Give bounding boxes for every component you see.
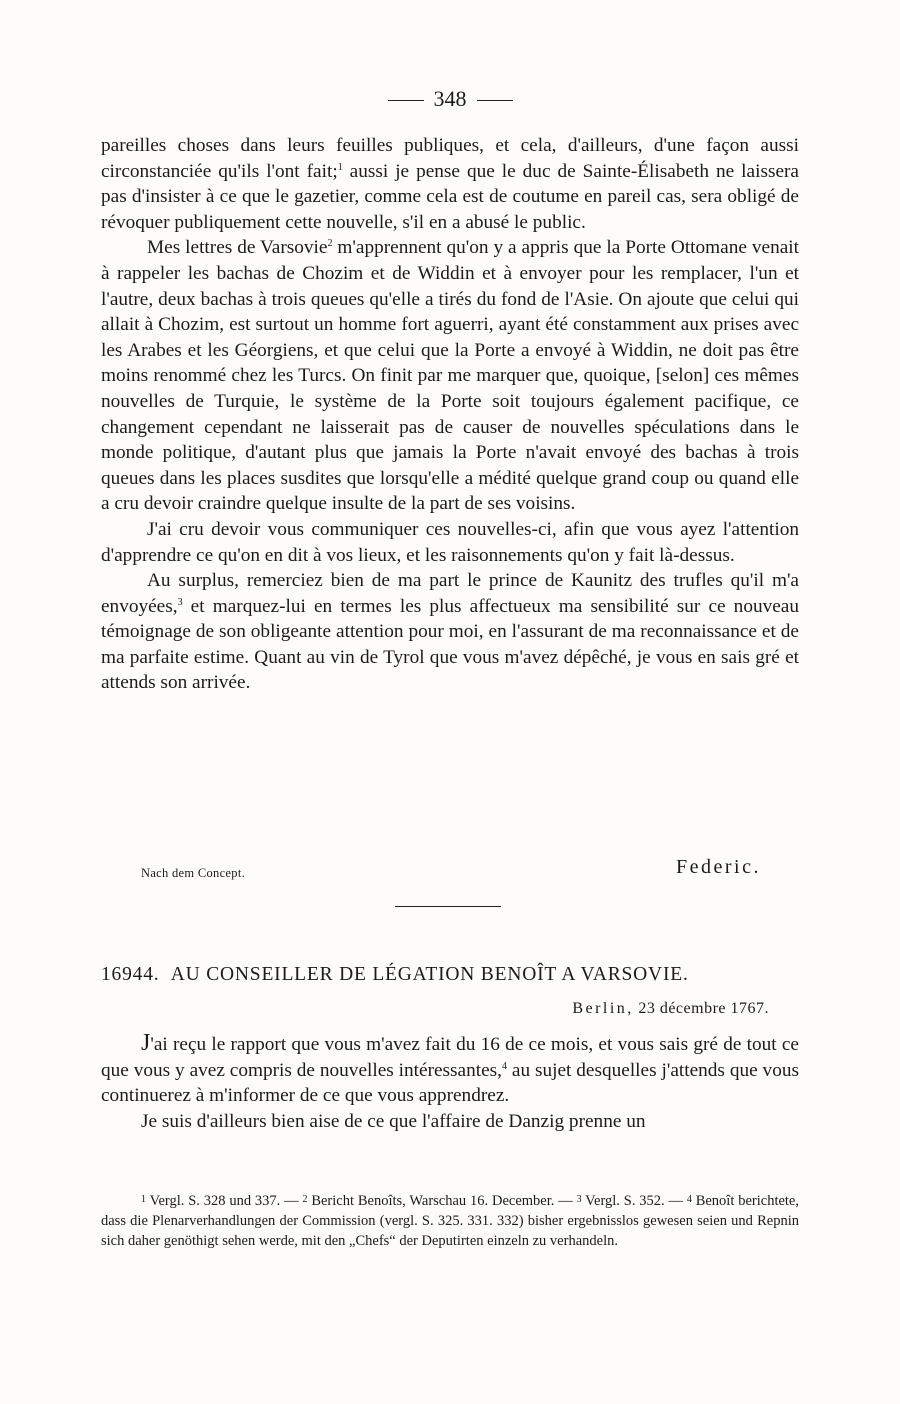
letter-paragraph-1-text-b: au sujet desquelles j'attends que vous continuerez à m'informer de ce que vous apprendrez. (101, 1059, 799, 1107)
footnotes (101, 1190, 799, 1252)
main-text (101, 133, 799, 696)
footnote-4-text: Benoît berichtete, dass die Plenarverhandlungen der Commission (vergl. S. 325. 331. 332) bisher ergebnisslos gewesen seien und Repnin sich daher genöthigt sehen werde, mit den „Chefs“ der Deputirten einzeln zu verhandeln. (101, 1193, 799, 1250)
footnote-2-text: Bericht Benoîts, Warschau 16. December. — (307, 1193, 577, 1209)
letter-paragraph-1 (101, 1031, 799, 1109)
header-dash-right (477, 100, 513, 101)
letter-dateline (572, 1000, 769, 1018)
paragraph-4 (101, 568, 799, 696)
page-header (101, 86, 799, 112)
paragraph-2-text-b: m'apprennent qu'on y a appris que la Porte Ottomane venait à rappeler les bachas de Chozim et de Widdin et à envoyer pour les remplacer, l'un et l'autre, deux bachas à trois queues qu'elle a tirés du fond de l'Asie. On ajoute que celui qui allait à Chozim, est surtout un homme fort aguerri, ayant été constamment aux prises avec les Arabes et les Géorgiens, et que celui que la Porte a envoyé à Widdin, ne doit pas être moins renommé chez les Turcs. On finit par me marquer que, quoique, [selon] ces mêmes nouvelles de Turquie, le système de la Porte soit toujours également pacifique, ce changement cependant ne laisserait pas de causer de nouvelles spéculations dans le monde politique, d'autant plus que jamais la Porte n'avait envoyé des bachas à trois queues dans les places susdites que lorsqu'elle a médité quelque grand coup ou quand elle a cru devoir craindre quelque insulte de la part de ses voisins. (101, 237, 799, 515)
footnote-1-mark: 1 (141, 1194, 146, 1205)
letter-number: 16944. (101, 964, 160, 985)
paragraph-4-text-b: et marquez-lui en termes les plus affectueux ma sensibilité sur ce nouveau témoignage de son obligeante attention pour moi, en l'assurant de ma reconnaissance et de ma parfaite estime. Quant au vin de Tyrol que vous m'avez dépêché, je vous en sais gré et attends son arrivée. (101, 595, 799, 694)
paragraph-4-text-a: Au surplus, remerciez bien de ma part le prince de Kaunitz des trufles qu'il m'a envoyées, (101, 570, 799, 617)
footnote-ref-1: 1 (337, 161, 343, 173)
letter-paragraph-2: Je suis d'ailleurs bien aise de ce que l'affaire de Danzig prenne un (141, 1110, 646, 1132)
letter-date: 23 décembre 1767. (638, 1000, 769, 1017)
paragraph-1-text-b: aussi je pense que le duc de Sainte-Élisabeth ne laissera pas d'insister à ce que le gazetier, comme cela est de coutume en pareil cas, sera obligé de révoquer publiquement cette nouvelle, s'il en a abusé le public. (101, 160, 799, 233)
page-number: 348 (433, 86, 467, 111)
paragraph-3: J'ai cru devoir vous communiquer ces nouvelles-ci, afin que vous ayez l'attention d'apprendre ce qu'on en dit à vos lieux, et les raisonnements qu'on y fait là-dessus. (101, 518, 799, 566)
letter-heading (101, 964, 799, 986)
footnote-4-mark: 4 (686, 1194, 692, 1205)
footnote-3-text: Vergl. S. 352. — (581, 1193, 687, 1209)
letter-place: Berlin, (572, 1000, 634, 1017)
footnote-ref-2: 2 (327, 238, 333, 250)
paragraph-2-text-a: Mes lettres de Varsovie (147, 237, 328, 259)
footnote-2-mark: 2 (302, 1194, 308, 1205)
footnote-block (101, 1190, 799, 1252)
paragraph-2 (101, 235, 799, 517)
letter-body (101, 1031, 799, 1134)
letter-initial: J (141, 1030, 151, 1056)
paragraph-1-text-a: pareilles choses dans leurs feuilles publiques, et cela, d'ailleurs, d'une façon aussi circonstanciée qu'ils l'ont fait; (101, 135, 799, 182)
header-dash-left (388, 100, 424, 101)
letter-paragraph-1-text-a: 'ai reçu le rapport que vous m'avez fait du 16 de ce mois, et vous sais gré de tout ce que vous y avez compris de nouvelles intéressantes, (101, 1034, 799, 1081)
footnote-1-text: Vergl. S. 328 und 337. — (146, 1193, 303, 1209)
letter-title: AU CONSEILLER DE LÉGATION BENOÎT A VARSOVIE. (170, 964, 689, 985)
signature: Federic. (676, 856, 761, 878)
footnote-3-mark: 3 (576, 1194, 582, 1205)
section-divider (395, 906, 501, 907)
footnote-ref-3: 3 (177, 596, 183, 608)
paragraph-1 (101, 133, 799, 235)
source-note: Nach dem Concept. (141, 866, 246, 880)
footnote-ref-4: 4 (502, 1060, 507, 1072)
